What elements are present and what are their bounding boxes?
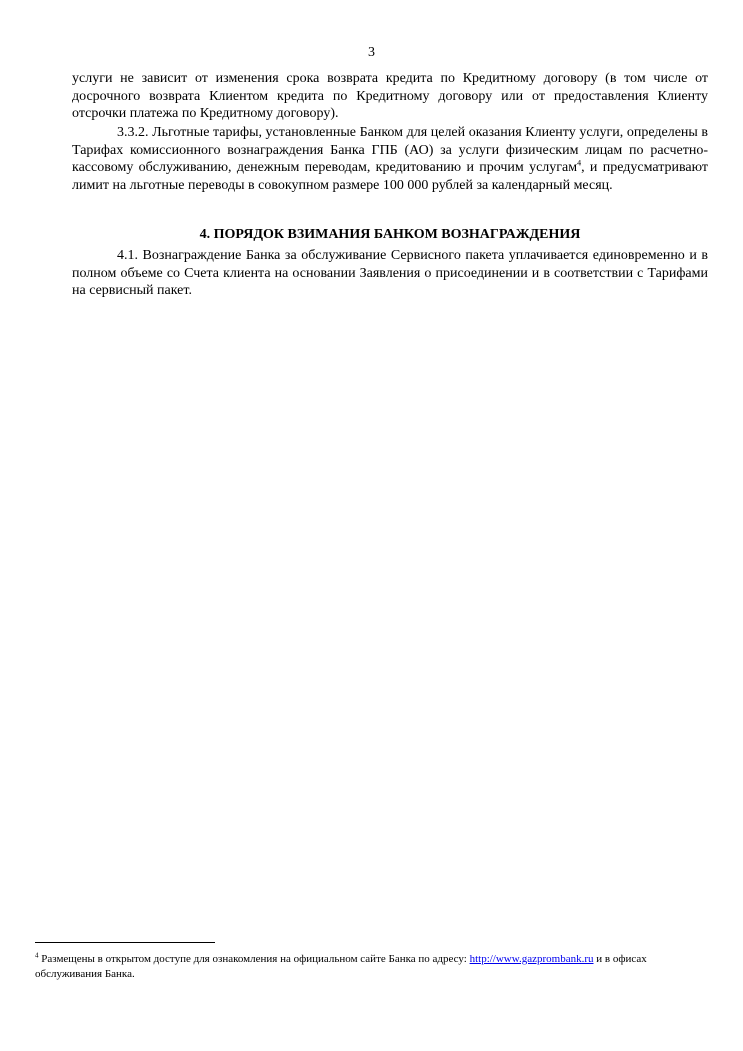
- clause-4-1-number: 4.1.: [117, 248, 138, 263]
- paragraph-continued: услуги не зависит от изменения срока возврата кредита по Кредитному договору (в том числе от досрочного возврата Клиентом кредита по Кредитному договору или от предоставления Клиенту отсрочки платежа по Кредитному договору).: [72, 71, 708, 122]
- clause-3-3-2: [72, 124, 708, 194]
- clause-3-3-2-text: Льготные тарифы, установленные Банком для целей оказания Клиенту услуги, определены в Тарифах комиссионного вознаграждения Банка ГПБ (АО) за услуги физическим лицам по расчетно-кассовому обслуживанию, денежным переводам, кредитованию и прочим услугам: [72, 125, 708, 176]
- section-4-heading: 4. ПОРЯДОК ВЗИМАНИЯ БАНКОМ ВОЗНАГРАЖДЕНИЯ: [199, 227, 581, 242]
- clause-3-3-2-number: 3.3.2.: [117, 125, 149, 140]
- footnote-text: Размещены в открытом доступе для ознакомления на официальном сайте Банка по адресу:: [41, 953, 470, 965]
- clause-4-1-text: Вознаграждение Банка за обслуживание Сервисного пакета уплачивается единовременно и в полном объеме со Счета клиента на основании Заявления о присоединении и в соответствии с Тарифами на сервисный пакет.: [72, 248, 708, 299]
- gazprombank-link[interactable]: http://www.gazprombank.ru: [469, 953, 594, 965]
- clause-3-3-2-text-end: , и предусматривают лимит на льготные переводы в совокупном размере 100 000 рублей за календарный месяц.: [72, 160, 709, 193]
- footnote-marker: 4: [35, 951, 39, 960]
- footnote-reference: 4: [577, 158, 582, 168]
- footnote-separator: [35, 942, 215, 943]
- page-number: 3: [368, 45, 375, 60]
- footnote: [35, 952, 707, 982]
- clause-4-1: [72, 247, 708, 300]
- footnote-text-end: и в офисах обслуживания Банка.: [35, 953, 647, 980]
